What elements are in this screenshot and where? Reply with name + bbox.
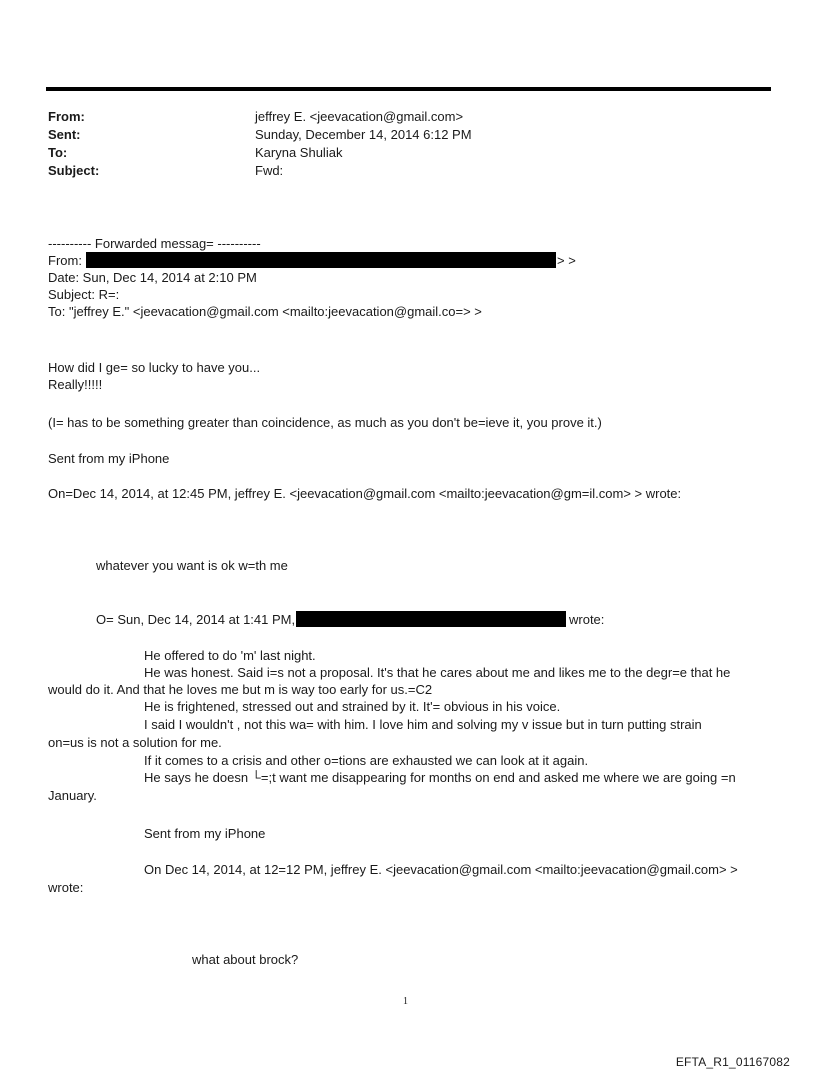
header-from-value: jeffrey E. <jeevacation@gmail.com> — [255, 109, 464, 124]
header-sent-label: Sent: — [48, 127, 81, 142]
forward-subject: Subject: R=: — [48, 287, 120, 302]
quote-3-header: On Dec 14, 2014, at 12=12 PM, jeffrey E. <jeevacation@gmail.com <mailto:jeevacation@gmail.com> > — [144, 862, 738, 877]
forward-from-tail: > > — [557, 253, 576, 268]
quote-2-line: would do it. And that he loves me but m is way too early for us.=C2 — [48, 682, 433, 697]
quote-1-header: On=Dec 14, 2014, at 12:45 PM, jeffrey E. <jeevacation@gmail.com <mailto:jeevacation@gm=il.com> > wrote: — [48, 486, 682, 501]
quote-3-text: what about brock? — [192, 952, 299, 967]
header-subject-value: Fwd: — [255, 163, 284, 178]
quote-2-line: January. — [48, 788, 97, 803]
quote-2-header-suffix: wrote: — [569, 612, 605, 627]
quote-2-header-prefix: O= Sun, Dec 14, 2014 at 1:41 PM, — [96, 612, 296, 627]
quote-2-line: If it comes to a crisis and other o=tions are exhausted we can look at it again. — [144, 753, 589, 768]
body-line-3: (I= has to be something greater than coincidence, as much as you don't be=ieve it, you prove it.) — [48, 415, 602, 430]
forward-to: To: "jeffrey E." <jeevacation@gmail.com <mailto:jeevacation@gmail.co=> > — [48, 304, 482, 319]
quote-3-header-wrap: wrote: — [48, 880, 84, 895]
redaction-bar — [296, 611, 566, 627]
forward-banner: ---------- Forwarded messag= ---------- — [48, 236, 261, 251]
forward-from-label: From: — [48, 253, 82, 268]
header-subject-label: Subject: — [48, 163, 100, 178]
quote-2-line: I said I wouldn't , not this wa= with him. I love him and solving my v issue but in turn putting strain — [144, 717, 702, 732]
signature-2: Sent from my iPhone — [144, 826, 266, 841]
header-from-label: From: — [48, 109, 85, 124]
footer-document-id: EFTA_R1_01167082 — [675, 1055, 790, 1069]
body-line-2: Really!!!!! — [48, 377, 103, 392]
quote-2-line: on=us is not a solution for me. — [48, 735, 222, 750]
header-sent-value: Sunday, December 14, 2014 6:12 PM — [255, 127, 472, 142]
header-rule — [46, 87, 771, 91]
page-number: 1 — [403, 996, 408, 1007]
header-to-value: Karyna Shuliak — [255, 145, 343, 160]
redaction-bar — [86, 252, 556, 268]
signature-1: Sent from my iPhone — [48, 451, 170, 466]
body-line-1: How did I ge= so lucky to have you... — [48, 360, 261, 375]
quote-2-line: He says he doesn └=;t want me disappearing for months on end and asked me where we are going =n — [144, 770, 736, 785]
quote-2-line: He is frightened, stressed out and strained by it. It'= obvious in his voice. — [144, 699, 561, 714]
quote-2-line: He offered to do 'm' last night. — [144, 648, 316, 663]
quote-1-text: whatever you want is ok w=th me — [96, 558, 288, 573]
header-to-label: To: — [48, 145, 68, 160]
quote-2-line: He was honest. Said i=s not a proposal. It's that he cares about me and likes me to the degr=e that he — [144, 665, 731, 680]
forward-date: Date: Sun, Dec 14, 2014 at 2:10 PM — [48, 270, 257, 285]
